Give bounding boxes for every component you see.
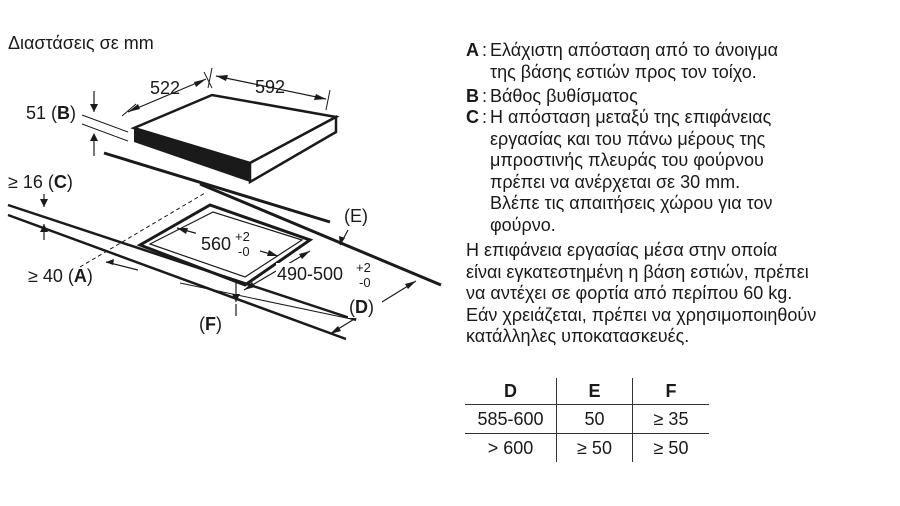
- dim-c: [8, 172, 73, 240]
- dim-e: [339, 206, 368, 245]
- col-f-header: F: [633, 378, 710, 405]
- svg-text:-0: -0: [359, 275, 371, 290]
- svg-text:≥ 40 (A): ≥ 40 (A): [28, 266, 93, 286]
- svg-text:51 (B): 51 (B): [26, 103, 77, 123]
- load-note-paragraph: Η επιφάνεια εργασίας μέσα στην οποία είναι εγκατεστημένη η βάση εστιών, πρέπει να αντέχει σε φορτία από περίπου 60 kg. Εάν χρειάζεται, πρέπει να χρησιμοποιηθούν κατάλληλες υποκατασκευές.: [466, 240, 817, 347]
- label-d: D: [355, 297, 368, 317]
- dim-40-text: ≥ 40: [28, 266, 63, 286]
- col-d-header: D: [504, 380, 517, 401]
- dim-cutout-width-560: [177, 228, 278, 259]
- dim-a: [28, 259, 138, 286]
- dim-f: [199, 282, 240, 334]
- svg-text:(F): (F): [199, 314, 222, 334]
- col-e-header: E: [557, 378, 633, 405]
- label-f: F: [205, 314, 216, 334]
- ref-a: A: [73, 266, 87, 286]
- note-a: A : Ελάχιστη απόσταση από το άνοιγμα της βάσης εστιών προς τον τοίχο.: [466, 40, 779, 82]
- dim-522-text: 522: [150, 78, 181, 98]
- svg-text:(D): (D): [349, 297, 374, 317]
- label-e: (E): [344, 206, 368, 226]
- dim-51-text: 51: [26, 103, 47, 123]
- svg-text:490-500: [277, 264, 343, 284]
- svg-text:-0: -0: [238, 244, 250, 259]
- dim-16-text: ≥ 16: [8, 172, 43, 192]
- note-b: B : Βάθος βυθίσματος: [466, 86, 638, 106]
- dim-560-text: 560: [201, 234, 232, 254]
- svg-text:≥ 16 (C): ≥ 16 (C): [8, 172, 73, 192]
- ref-c: C: [53, 172, 67, 192]
- dim-d: [330, 281, 416, 334]
- note-c: C : Η απόσταση μεταξύ της επιφάνειας εργασίας και του πάνω μέρους της μπροστινής πλευράς του φούρνου πρέπει να ανέρχεται σε 30 mm. Βλέπε τις απαιτήσεις χώρου για τον φούρνο.: [466, 107, 773, 235]
- svg-text:+2: +2: [235, 229, 250, 244]
- spec-table: [465, 378, 709, 462]
- table-row: > 600 ≥ 50 ≥ 50: [465, 434, 709, 463]
- units-label: Διαστάσεις σε mm: [8, 33, 154, 53]
- ref-b: B: [57, 103, 71, 123]
- svg-text:+2: +2: [356, 260, 371, 275]
- dim-490-500-text: 490-500: [277, 264, 344, 284]
- hob: [134, 95, 336, 182]
- svg-text:560: [201, 234, 231, 254]
- dim-thickness-51: [26, 91, 128, 156]
- table-row: 585-600 50 ≥ 35: [465, 405, 709, 434]
- dim-592-text: 592: [255, 77, 286, 97]
- table-header-row: [465, 378, 709, 405]
